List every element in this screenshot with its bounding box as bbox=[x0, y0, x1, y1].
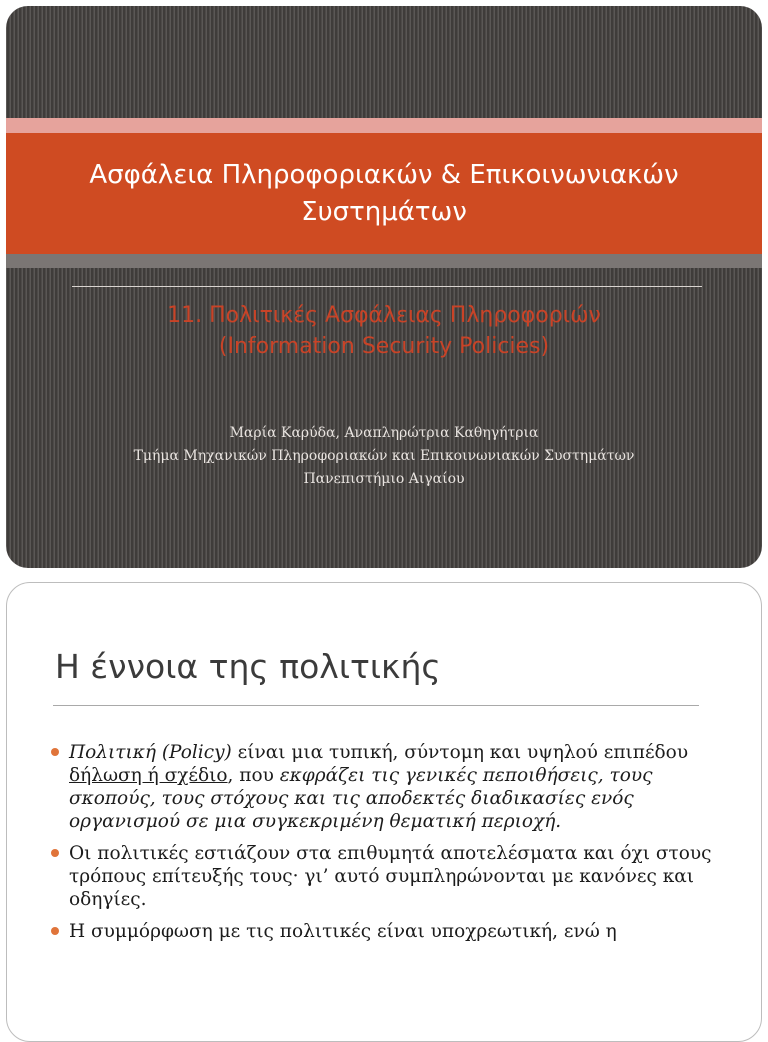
bullet-dot-icon bbox=[51, 849, 59, 857]
policy-text-a: είναι μια τυπική, σύντομη και υψηλού επιπέδου bbox=[231, 742, 689, 763]
subtitle-line2: (Information Security Policies) bbox=[218, 334, 550, 359]
main-title-line2: Συστημάτων bbox=[301, 196, 467, 227]
policy-italic: εκφράζει τις γενικές πεποιθήσεις, τους σκοπούς, τους στόχους και τις αποδεκτές διαδικασίες ενός οργανισμού σε μια συγκεκριμένη θεματική περιοχή. bbox=[69, 765, 653, 832]
author-department: Τμήμα Μηχανικών Πληροφοριακών και Επικοινωνιακών Συστημάτων bbox=[133, 448, 635, 464]
title-divider bbox=[72, 286, 702, 287]
author-university: Πανεπιστήμιο Αιγαίου bbox=[303, 471, 465, 487]
pink-accent-band bbox=[6, 118, 762, 133]
compliance-text: Η συμμόρφωση με τις πολιτικές είναι υποχρεωτική, ενώ η bbox=[69, 921, 617, 942]
slide-heading: Η έννοια της πολιτικής bbox=[55, 647, 441, 686]
main-title bbox=[34, 157, 734, 231]
focus-text: Οι πολιτικές εστιάζουν στα επιθυμητά αποτελέσματα και όχι στους τρόπους επίτευξής τους· γι’ αυτό συμπληρώνονται με κανόνες και οδηγίες. bbox=[69, 843, 712, 910]
policy-text-b: , που bbox=[227, 765, 280, 786]
heading-divider bbox=[53, 705, 699, 706]
subtitle bbox=[6, 300, 762, 362]
title-band bbox=[6, 133, 762, 254]
subtitle-line1: 11. Πολιτικές Ασφάλειας Πληροφοριών bbox=[167, 303, 601, 328]
gray-accent-band bbox=[6, 254, 762, 268]
content-slide bbox=[6, 582, 762, 1042]
bullet-item-compliance bbox=[51, 920, 721, 943]
bullet-dot-icon bbox=[51, 748, 59, 756]
bullet-dot-icon bbox=[51, 927, 59, 935]
author-name: Μαρία Καρύδα, Αναπληρώτρια Καθηγήτρια bbox=[229, 425, 539, 441]
policy-term: Πολιτική (Policy) bbox=[69, 742, 232, 763]
main-title-line1: Ασφάλεια Πληροφοριακών & Επικοινωνιακών bbox=[89, 159, 679, 190]
bullet-item-focus bbox=[51, 842, 721, 911]
author-block bbox=[6, 422, 762, 491]
bullet-item-policy bbox=[51, 741, 721, 833]
policy-underlined: δήλωση ή σχέδιο bbox=[69, 765, 228, 786]
title-slide bbox=[6, 6, 762, 568]
bullet-list bbox=[51, 741, 721, 952]
